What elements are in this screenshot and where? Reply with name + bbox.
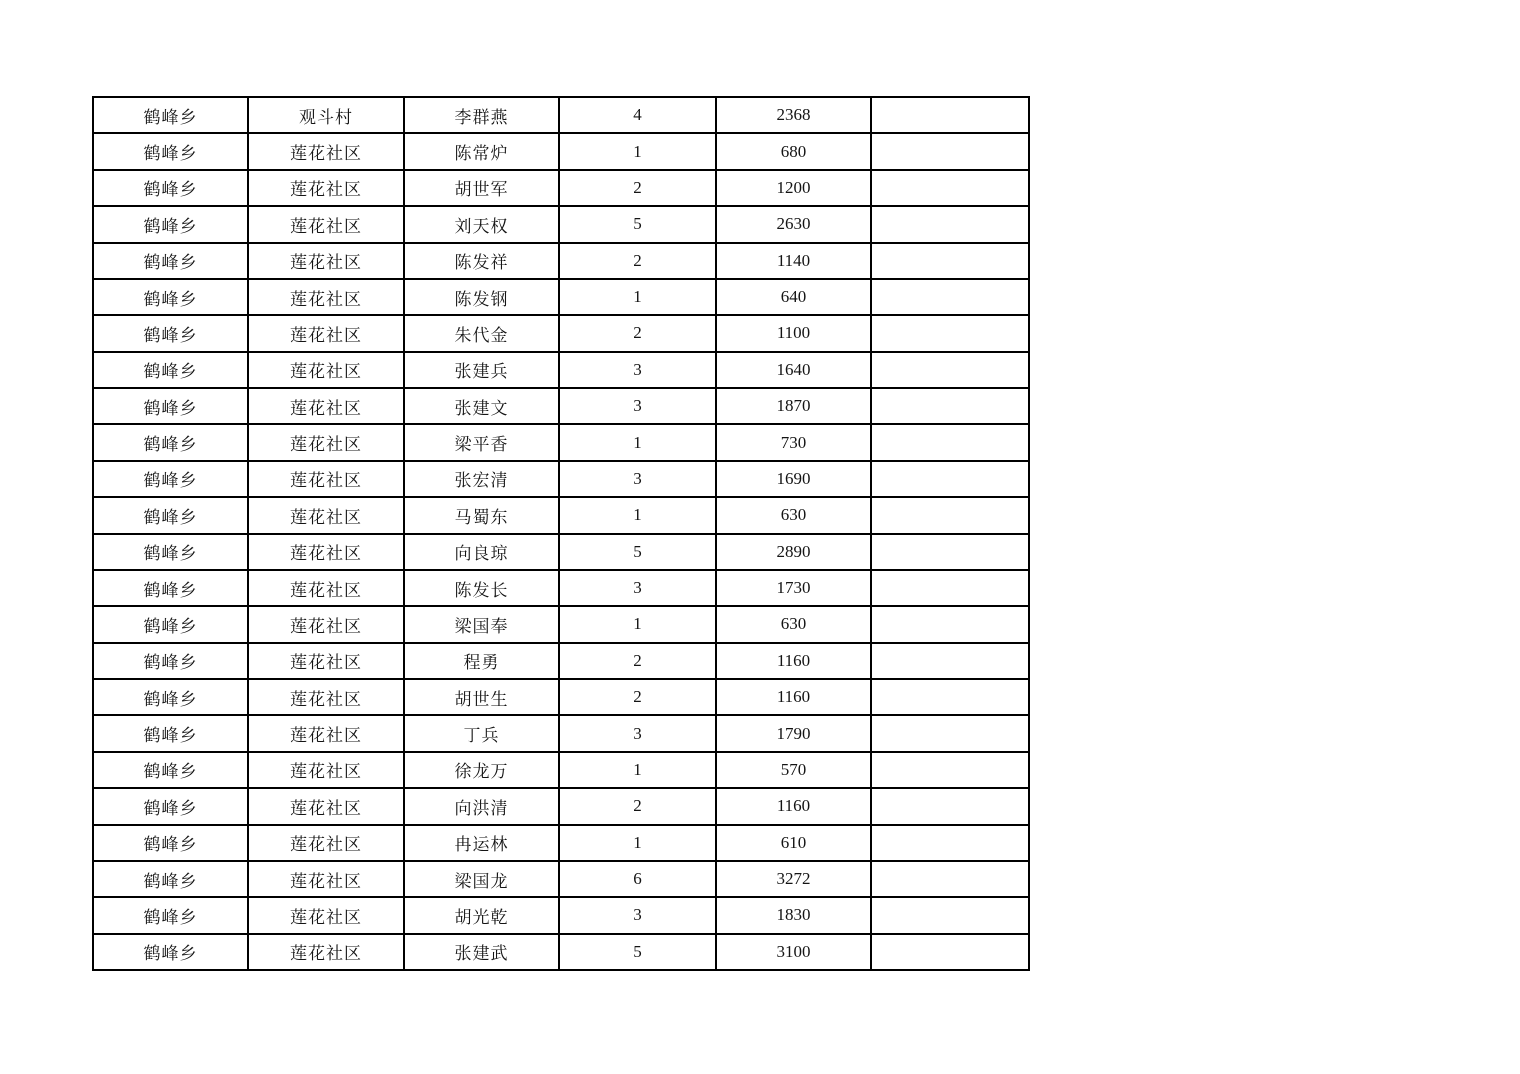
cell-village: 莲花社区: [248, 643, 404, 679]
cell-person_name: 冉运林: [404, 825, 559, 861]
cell-township: 鹤峰乡: [93, 861, 248, 897]
cell-person_name: 丁兵: [404, 715, 559, 751]
cell-count: 3: [559, 570, 716, 606]
cell-count: 3: [559, 461, 716, 497]
cell-note: [871, 752, 1029, 788]
cell-count: 2: [559, 243, 716, 279]
cell-person_name: 张宏清: [404, 461, 559, 497]
cell-township: 鹤峰乡: [93, 788, 248, 824]
cell-count: 5: [559, 934, 716, 970]
cell-person_name: 程勇: [404, 643, 559, 679]
cell-township: 鹤峰乡: [93, 934, 248, 970]
cell-township: 鹤峰乡: [93, 133, 248, 169]
cell-village: 莲花社区: [248, 133, 404, 169]
cell-note: [871, 243, 1029, 279]
cell-count: 2: [559, 170, 716, 206]
cell-note: [871, 825, 1029, 861]
cell-village: 莲花社区: [248, 825, 404, 861]
cell-amount: 1870: [716, 388, 871, 424]
cell-amount: 1790: [716, 715, 871, 751]
cell-count: 6: [559, 861, 716, 897]
cell-township: 鹤峰乡: [93, 570, 248, 606]
cell-note: [871, 133, 1029, 169]
cell-note: [871, 606, 1029, 642]
cell-township: 鹤峰乡: [93, 352, 248, 388]
cell-person_name: 朱代金: [404, 315, 559, 351]
table-row: [93, 133, 1029, 169]
cell-count: 2: [559, 643, 716, 679]
cell-count: 3: [559, 388, 716, 424]
table-row: [93, 388, 1029, 424]
cell-amount: 1100: [716, 315, 871, 351]
cell-note: [871, 861, 1029, 897]
cell-person_name: 陈发祥: [404, 243, 559, 279]
table-row: [93, 352, 1029, 388]
cell-count: 1: [559, 606, 716, 642]
table-row: [93, 934, 1029, 970]
cell-note: [871, 715, 1029, 751]
cell-amount: 3272: [716, 861, 871, 897]
cell-amount: 1830: [716, 897, 871, 933]
cell-township: 鹤峰乡: [93, 315, 248, 351]
cell-village: 莲花社区: [248, 170, 404, 206]
table-row: [93, 788, 1029, 824]
cell-person_name: 陈发钢: [404, 279, 559, 315]
cell-person_name: 李群燕: [404, 97, 559, 133]
cell-township: 鹤峰乡: [93, 715, 248, 751]
cell-township: 鹤峰乡: [93, 170, 248, 206]
cell-amount: 680: [716, 133, 871, 169]
cell-count: 1: [559, 133, 716, 169]
cell-person_name: 陈发长: [404, 570, 559, 606]
cell-count: 1: [559, 497, 716, 533]
cell-amount: 570: [716, 752, 871, 788]
cell-amount: 610: [716, 825, 871, 861]
cell-note: [871, 97, 1029, 133]
table-row: [93, 534, 1029, 570]
cell-person_name: 梁国龙: [404, 861, 559, 897]
cell-note: [871, 388, 1029, 424]
cell-note: [871, 170, 1029, 206]
cell-village: 莲花社区: [248, 388, 404, 424]
cell-count: 2: [559, 679, 716, 715]
table-row: [93, 715, 1029, 751]
table-row: [93, 279, 1029, 315]
table-row: [93, 643, 1029, 679]
cell-note: [871, 279, 1029, 315]
cell-note: [871, 788, 1029, 824]
cell-township: 鹤峰乡: [93, 534, 248, 570]
cell-count: 2: [559, 315, 716, 351]
table-row: [93, 679, 1029, 715]
cell-person_name: 马蜀东: [404, 497, 559, 533]
cell-person_name: 张建武: [404, 934, 559, 970]
cell-person_name: 梁国奉: [404, 606, 559, 642]
table-row: [93, 825, 1029, 861]
cell-count: 2: [559, 788, 716, 824]
cell-township: 鹤峰乡: [93, 206, 248, 242]
table-row: [93, 861, 1029, 897]
cell-township: 鹤峰乡: [93, 825, 248, 861]
cell-count: 3: [559, 897, 716, 933]
table-row: [93, 170, 1029, 206]
cell-person_name: 陈常炉: [404, 133, 559, 169]
cell-note: [871, 534, 1029, 570]
cell-amount: 640: [716, 279, 871, 315]
cell-note: [871, 643, 1029, 679]
cell-village: 莲花社区: [248, 897, 404, 933]
cell-amount: 630: [716, 497, 871, 533]
cell-amount: 1200: [716, 170, 871, 206]
cell-amount: 2368: [716, 97, 871, 133]
cell-township: 鹤峰乡: [93, 424, 248, 460]
cell-village: 莲花社区: [248, 752, 404, 788]
cell-amount: 730: [716, 424, 871, 460]
cell-amount: 1690: [716, 461, 871, 497]
cell-count: 3: [559, 352, 716, 388]
cell-count: 4: [559, 97, 716, 133]
cell-township: 鹤峰乡: [93, 752, 248, 788]
cell-note: [871, 424, 1029, 460]
cell-village: 莲花社区: [248, 206, 404, 242]
cell-amount: 1140: [716, 243, 871, 279]
table-row: [93, 315, 1029, 351]
cell-note: [871, 679, 1029, 715]
cell-village: 莲花社区: [248, 461, 404, 497]
cell-village: 莲花社区: [248, 788, 404, 824]
cell-village: 莲花社区: [248, 279, 404, 315]
table-row: [93, 752, 1029, 788]
cell-amount: 3100: [716, 934, 871, 970]
cell-count: 1: [559, 279, 716, 315]
cell-count: 1: [559, 825, 716, 861]
cell-village: 莲花社区: [248, 243, 404, 279]
cell-person_name: 向洪清: [404, 788, 559, 824]
cell-person_name: 张建文: [404, 388, 559, 424]
cell-township: 鹤峰乡: [93, 461, 248, 497]
table-row: [93, 97, 1029, 133]
cell-person_name: 张建兵: [404, 352, 559, 388]
cell-village: 莲花社区: [248, 606, 404, 642]
cell-township: 鹤峰乡: [93, 243, 248, 279]
cell-village: 莲花社区: [248, 715, 404, 751]
table-row: [93, 243, 1029, 279]
cell-village: 莲花社区: [248, 861, 404, 897]
cell-count: 3: [559, 715, 716, 751]
cell-person_name: 徐龙万: [404, 752, 559, 788]
cell-township: 鹤峰乡: [93, 279, 248, 315]
cell-note: [871, 352, 1029, 388]
cell-township: 鹤峰乡: [93, 606, 248, 642]
cell-person_name: 刘天权: [404, 206, 559, 242]
cell-person_name: 胡世军: [404, 170, 559, 206]
cell-township: 鹤峰乡: [93, 97, 248, 133]
cell-note: [871, 461, 1029, 497]
cell-township: 鹤峰乡: [93, 388, 248, 424]
cell-note: [871, 206, 1029, 242]
table-row: [93, 206, 1029, 242]
table-row: [93, 424, 1029, 460]
cell-village: 莲花社区: [248, 352, 404, 388]
table-row: [93, 570, 1029, 606]
cell-amount: 1160: [716, 679, 871, 715]
cell-village: 莲花社区: [248, 424, 404, 460]
cell-village: 莲花社区: [248, 497, 404, 533]
cell-village: 莲花社区: [248, 534, 404, 570]
cell-person_name: 向良琼: [404, 534, 559, 570]
cell-amount: 1730: [716, 570, 871, 606]
cell-amount: 1160: [716, 643, 871, 679]
cell-count: 1: [559, 752, 716, 788]
cell-village: 莲花社区: [248, 570, 404, 606]
table-body: [93, 97, 1029, 970]
beneficiary-table: [92, 96, 1030, 971]
cell-township: 鹤峰乡: [93, 897, 248, 933]
cell-note: [871, 315, 1029, 351]
cell-village: 莲花社区: [248, 679, 404, 715]
cell-village: 观斗村: [248, 97, 404, 133]
table-row: [93, 461, 1029, 497]
cell-amount: 1640: [716, 352, 871, 388]
cell-note: [871, 497, 1029, 533]
cell-township: 鹤峰乡: [93, 643, 248, 679]
cell-village: 莲花社区: [248, 934, 404, 970]
cell-note: [871, 570, 1029, 606]
cell-count: 1: [559, 424, 716, 460]
cell-amount: 2630: [716, 206, 871, 242]
cell-note: [871, 934, 1029, 970]
cell-count: 5: [559, 534, 716, 570]
cell-person_name: 胡光乾: [404, 897, 559, 933]
cell-township: 鹤峰乡: [93, 679, 248, 715]
cell-note: [871, 897, 1029, 933]
cell-count: 5: [559, 206, 716, 242]
cell-amount: 1160: [716, 788, 871, 824]
cell-amount: 630: [716, 606, 871, 642]
table-row: [93, 897, 1029, 933]
cell-village: 莲花社区: [248, 315, 404, 351]
table-row: [93, 606, 1029, 642]
cell-township: 鹤峰乡: [93, 497, 248, 533]
table-row: [93, 497, 1029, 533]
cell-amount: 2890: [716, 534, 871, 570]
cell-person_name: 胡世生: [404, 679, 559, 715]
cell-person_name: 梁平香: [404, 424, 559, 460]
